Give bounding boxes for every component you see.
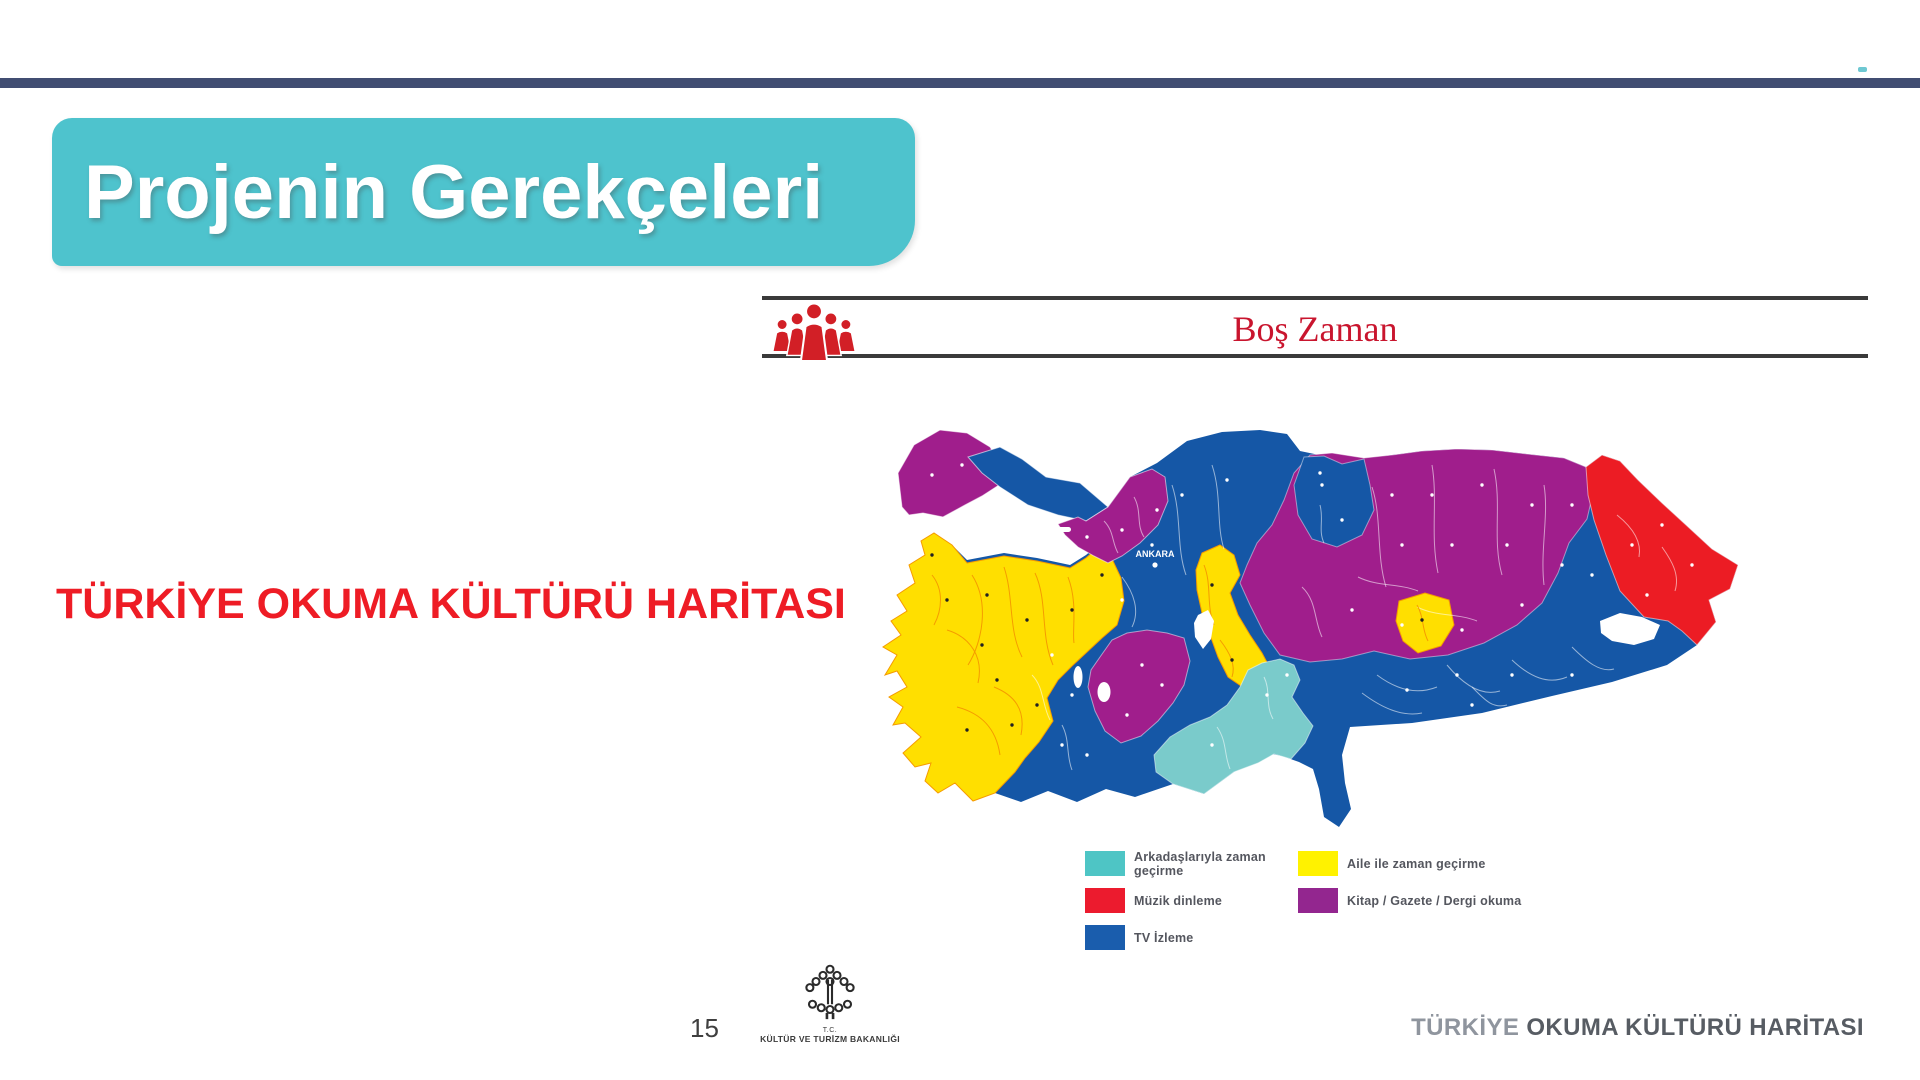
legend-swatch-turquoise bbox=[1085, 851, 1125, 876]
legend-swatch-blue bbox=[1085, 925, 1125, 950]
legend-label: Aile ile zaman geçirme bbox=[1347, 856, 1486, 871]
footer-brand-bold: OKUMA KÜLTÜRÜ HARİTASI bbox=[1526, 1014, 1864, 1041]
legend-label: TV İzleme bbox=[1134, 930, 1194, 945]
slide-title: Projenin Gerekçeleri bbox=[84, 149, 824, 235]
turkey-map-svg bbox=[872, 425, 1744, 835]
map-legend bbox=[1085, 845, 1628, 956]
legend-swatch-yellow bbox=[1298, 851, 1338, 876]
corner-mark bbox=[1858, 67, 1867, 72]
turkey-choropleth-map bbox=[872, 425, 1744, 835]
legend-label: Kitap / Gazete / Dergi okuma bbox=[1347, 893, 1522, 908]
legend-label: Arkadaşlarıyla zaman geçirme bbox=[1134, 849, 1266, 878]
ministry-knot-tree-icon bbox=[802, 964, 858, 1020]
ministry-logo-block bbox=[740, 964, 920, 1044]
footer-brand-light: TÜRKİYE bbox=[1411, 1014, 1527, 1041]
ministry-name: KÜLTÜR VE TURİZM BAKANLIĞI bbox=[760, 1034, 900, 1044]
svg-text:ANKARA: ANKARA bbox=[1135, 549, 1175, 559]
legend-item bbox=[1085, 845, 1298, 882]
legend-item bbox=[1298, 845, 1628, 882]
ministry-tc: T.C. bbox=[822, 1027, 838, 1034]
legend-item bbox=[1085, 919, 1298, 956]
slide-title-box bbox=[52, 118, 915, 266]
footer-brand bbox=[1411, 1014, 1864, 1042]
legend-swatch-red bbox=[1085, 888, 1125, 913]
legend-swatch-purple bbox=[1298, 888, 1338, 913]
page-number: 15 bbox=[690, 1013, 719, 1043]
legend-label: Müzik dinleme bbox=[1134, 893, 1223, 908]
legend-item bbox=[1298, 882, 1628, 919]
top-divider-bar bbox=[0, 78, 1920, 88]
figure-title: Boş Zaman bbox=[1232, 309, 1398, 349]
figure-header bbox=[762, 296, 1868, 358]
group-of-people-icon bbox=[768, 302, 860, 362]
legend-item bbox=[1085, 882, 1298, 919]
slide-heading: TÜRKİYE OKUMA KÜLTÜRÜ HARİTASI bbox=[56, 580, 846, 628]
